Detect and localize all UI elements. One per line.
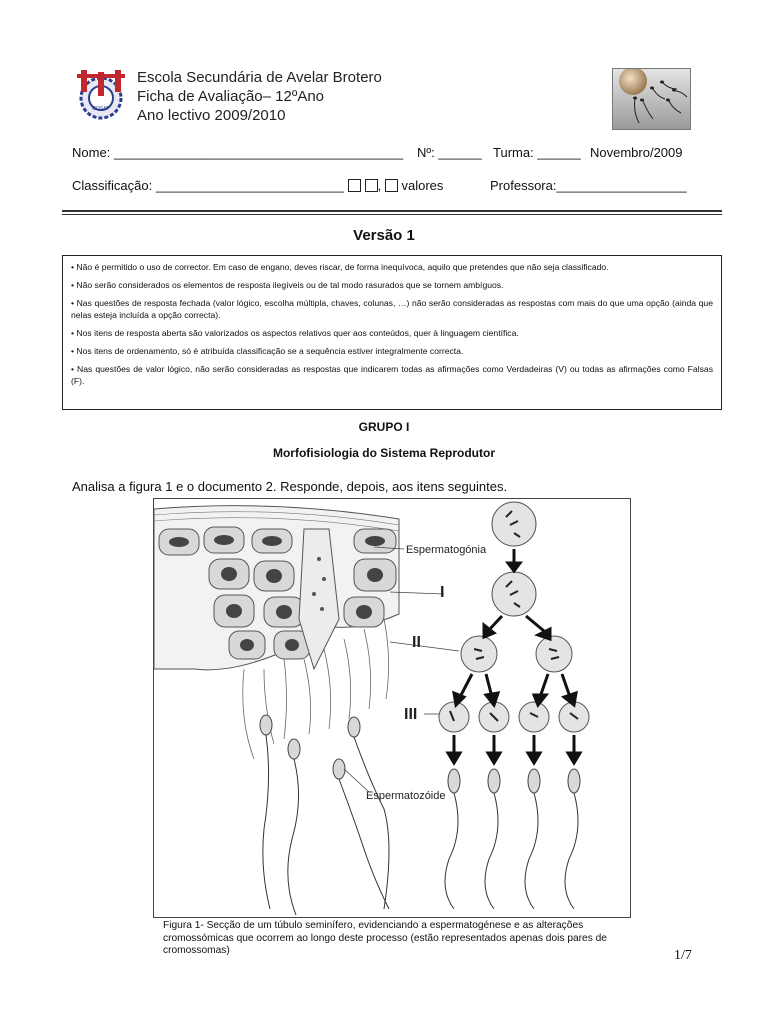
rules-box: [62, 255, 722, 410]
rule-item: • Nos itens de resposta aberta são valorizados os aspectos relativos quer aos conteúdos, quer à linguagem científica.: [71, 328, 519, 338]
group-title: GRUPO I: [358, 420, 410, 434]
grade-field[interactable]: [72, 178, 344, 193]
sperm-egg-photo: [612, 68, 691, 130]
figure-1: [153, 498, 631, 918]
spermatogenesis-diagram: [439, 502, 589, 909]
rule-item: • Nas questões de valor lógico, não serão consideradas as respostas que indicarem todas as afirmações como Verdadeiras (V) ou todas as afirmações como Falsas (F).: [71, 364, 713, 386]
label-stage-1: I: [440, 584, 445, 601]
grade-digit-box[interactable]: [348, 179, 361, 192]
seminiferous-tubule-illustration: [154, 506, 399, 759]
group-subtitle: Morfofisiologia do Sistema Reprodutor: [272, 446, 495, 460]
school-year: Ano lectivo 2009/2010: [137, 107, 286, 124]
label-stage-2: II: [412, 634, 421, 651]
school-name: Escola Secundária de Avelar Brotero: [137, 69, 382, 86]
figure-caption: Figura 1- Secção de um túbulo seminífero, evidenciando a espermatogénese e as alterações cromossómicas que ocorrem ao longo deste processo (estão representados apenas dois pares de cromossomas): [163, 920, 607, 957]
page-number: 1/7: [674, 948, 692, 963]
name-blank: ________________________________________: [113, 145, 404, 160]
header-divider: [62, 210, 722, 212]
name-label: Nome:: [72, 145, 111, 160]
teacher-label: Professora:: [490, 178, 557, 193]
grade-decimal-box[interactable]: [385, 179, 398, 192]
grade-unit: valores: [401, 178, 444, 193]
version-title: Versão 1: [353, 227, 415, 244]
rule-item: • Nos itens de ordenamento, só é atribuída classificação se a sequência estiver integralmente correcta.: [71, 346, 464, 356]
label-spermatogonia: Espermatogónia: [406, 544, 487, 556]
teacher-field[interactable]: [490, 178, 687, 193]
date-text: Novembro/2009: [590, 145, 683, 160]
sheet-title: Ficha de Avaliação– 12ºAno: [137, 88, 325, 105]
grade-label: Classificação:: [72, 178, 153, 193]
grade-boxes[interactable]: [348, 178, 443, 193]
grade-comma: ,: [377, 178, 382, 193]
label-spermatozoid: Espermatozóide: [366, 790, 446, 802]
grade-blank: __________________________: [155, 178, 344, 193]
name-field[interactable]: [72, 145, 403, 160]
rule-item: • Não é permitido o uso de corrector. Em caso de engano, deves riscar, de forma inequívoca, aquilo que pretendes que não seja classificado.: [71, 262, 609, 272]
rule-item: • Nas questões de resposta fechada (valor lógico, escolha múltipla, chaves, colunas, …) não serão consideradas as respostas com mais do que uma opção (ainda que nelas esteja incluída a opção correcta).: [71, 298, 713, 320]
intro-text: Analisa a figura 1 e o documento 2. Responde, depois, aos itens seguintes.: [72, 479, 508, 494]
class-field[interactable]: Turma: ______: [493, 145, 581, 160]
grade-digit-box[interactable]: [365, 179, 378, 192]
rule-item: • Não serão considerados os elementos de resposta ilegíveis ou de tal modo rasurados que se tornem ambíguos.: [71, 280, 504, 290]
teacher-blank: __________________: [556, 178, 687, 193]
spermatozoa-left: [260, 715, 389, 915]
number-field[interactable]: Nº: ______: [417, 145, 482, 160]
logo-text: COSAP: [92, 106, 110, 112]
school-logo: [73, 68, 129, 124]
header-divider-thin: [62, 214, 722, 215]
school-header: [137, 68, 382, 125]
label-stage-3: III: [404, 706, 418, 723]
